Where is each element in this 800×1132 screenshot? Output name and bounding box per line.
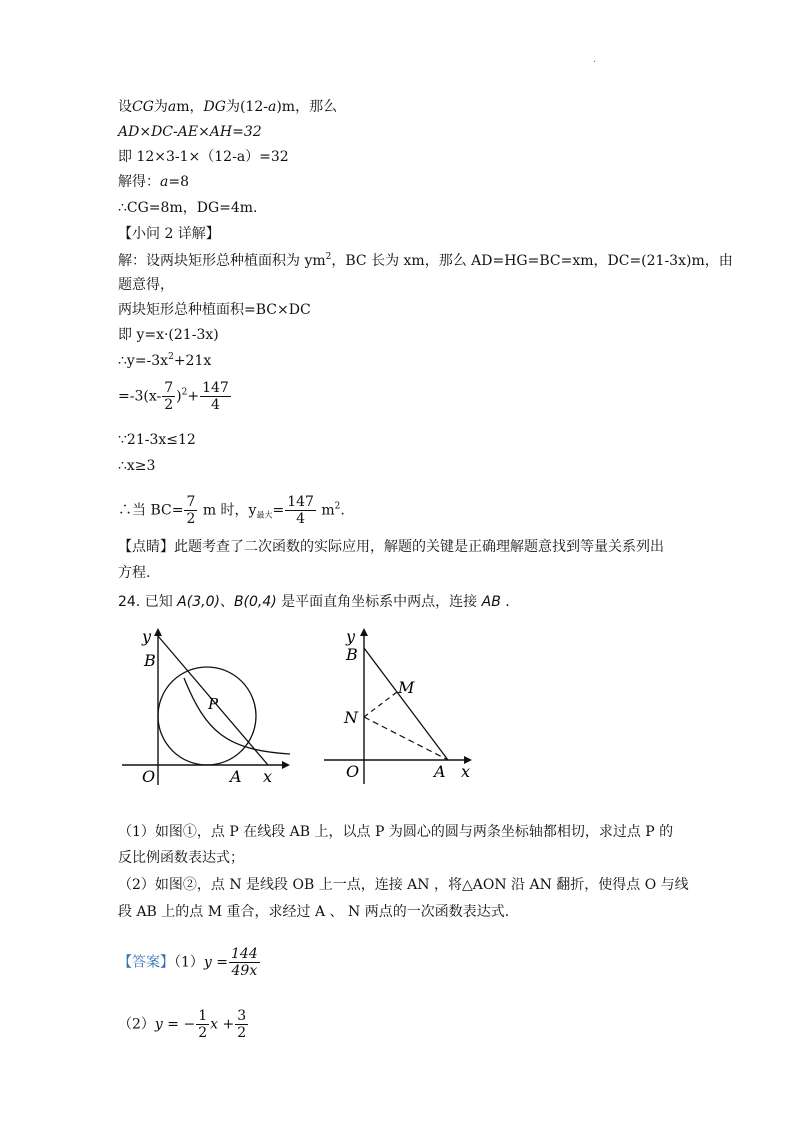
answer-2: （2）y = − $\frac{1}{2}$ x + $\frac{3}{2}$ xyxy=(118,1008,247,1041)
formula-max-value: ∴当 BC= $\frac{7}{2}$ m 时，$y_{最大}=$ $\frac{147}{4}$ $m^2$. xyxy=(118,494,345,527)
part-2-line-2: 段 AB 上的点 M 重合，求经过 A 、 N 两点的一次函数表达式. xyxy=(118,904,510,920)
label-y: y xyxy=(346,627,356,646)
fraction: $\frac{147}{4}$ xyxy=(287,494,314,527)
fraction: $\frac{7}{2}$ xyxy=(164,380,174,413)
label-a: A xyxy=(434,762,446,781)
segment-nm xyxy=(364,692,397,717)
question-24-title: 24. 已知 A(3,0)、B(0,4) 是平面直角坐标系中两点，连接 AB . xyxy=(118,594,510,610)
fraction: $\frac{147}{4}$ xyxy=(202,380,229,413)
inscribed-circle xyxy=(158,667,256,765)
section-heading-2: 【小问 2 详解】 xyxy=(118,226,220,242)
text-line-9: 两块矩形总种植面积=BC×DC xyxy=(118,302,311,318)
y-axis-arrow xyxy=(360,628,368,636)
text-line-10: 即 y=x·(21-3x) xyxy=(118,327,219,343)
part-2-line-1: （2）如图②，点 N 是线段 OB 上一点，连接 AN ，将△AON 沿 AN 翻折，使得点 O 与线 xyxy=(118,877,689,893)
label-n: N xyxy=(344,708,358,727)
text-line-7: 解：设两块矩形总种植面积为 $ym^2$，BC 长为 xm，那么 AD=HG=BC=xm，DC=(21-3x)m，由 xyxy=(118,252,733,269)
text-line-1: 设CG为am，DG为(12-a)m，那么 xyxy=(118,99,338,115)
figure-2 xyxy=(320,622,485,787)
fraction: $\frac{7}{2}$ xyxy=(186,494,196,527)
fraction: $\frac{1}{2}$ xyxy=(198,1008,208,1041)
label-x: x xyxy=(263,767,273,786)
answer-tag: 【答案】 xyxy=(118,954,174,971)
fraction: $\frac{144}{49x}$ xyxy=(231,946,258,979)
x-axis-arrow xyxy=(282,761,290,769)
fold-line-an xyxy=(364,717,448,760)
label-b: B xyxy=(346,645,358,664)
answer-1: 【答案】（1）y = $\frac{144}{49x}$ xyxy=(118,946,258,979)
part-1-line-2: 反比例函数表达式； xyxy=(118,850,244,866)
text-line-2: AD×DC-AE×AH=32 xyxy=(118,124,262,140)
hyperbola xyxy=(184,678,290,754)
page-marker: . xyxy=(593,54,597,65)
label-m: M xyxy=(398,678,415,697)
text-line-8: 题意得， xyxy=(118,277,174,293)
segment-ab xyxy=(364,648,448,760)
label-x: x xyxy=(461,762,471,781)
label-p: P xyxy=(208,695,219,713)
label-b: B xyxy=(144,651,156,670)
figure-1 xyxy=(118,622,298,787)
key-point-line-1: 【点睛】此题考查了二次函数的实际应用，解题的关键是正确理解题意找到等量关系列出 xyxy=(118,539,664,555)
fraction: $\frac{3}{2}$ xyxy=(237,1008,247,1041)
text-line-4: 解得：a=8 xyxy=(118,174,189,190)
label-y: y xyxy=(142,627,152,646)
text-line-14: ∴x≥3 xyxy=(118,458,156,474)
key-point-line-2: 方程. xyxy=(118,565,151,581)
formula-vertex-form: =-3(x- $\frac{7}{2}$ )$^2$+ $\frac{147}{4}$ xyxy=(118,380,229,413)
text-line-5: ∴CG=8m，DG=4m. xyxy=(118,200,258,216)
label-o: O xyxy=(142,767,156,786)
text-line-3: 即 12×3-1×（12-a）=32 xyxy=(118,149,289,165)
y-axis-arrow xyxy=(154,628,162,636)
part-1-line-1: （1）如图①，点 P 在线段 AB 上，以点 P 为圆心的圆与两条坐标轴都相切，求过点 P 的 xyxy=(118,824,674,840)
text-line-11: $\therefore y=-3x^2+21x$ xyxy=(118,352,212,369)
text-line-13: ∵21-3x≤12 xyxy=(118,432,196,448)
label-o: O xyxy=(346,762,360,781)
label-a: A xyxy=(230,767,242,786)
